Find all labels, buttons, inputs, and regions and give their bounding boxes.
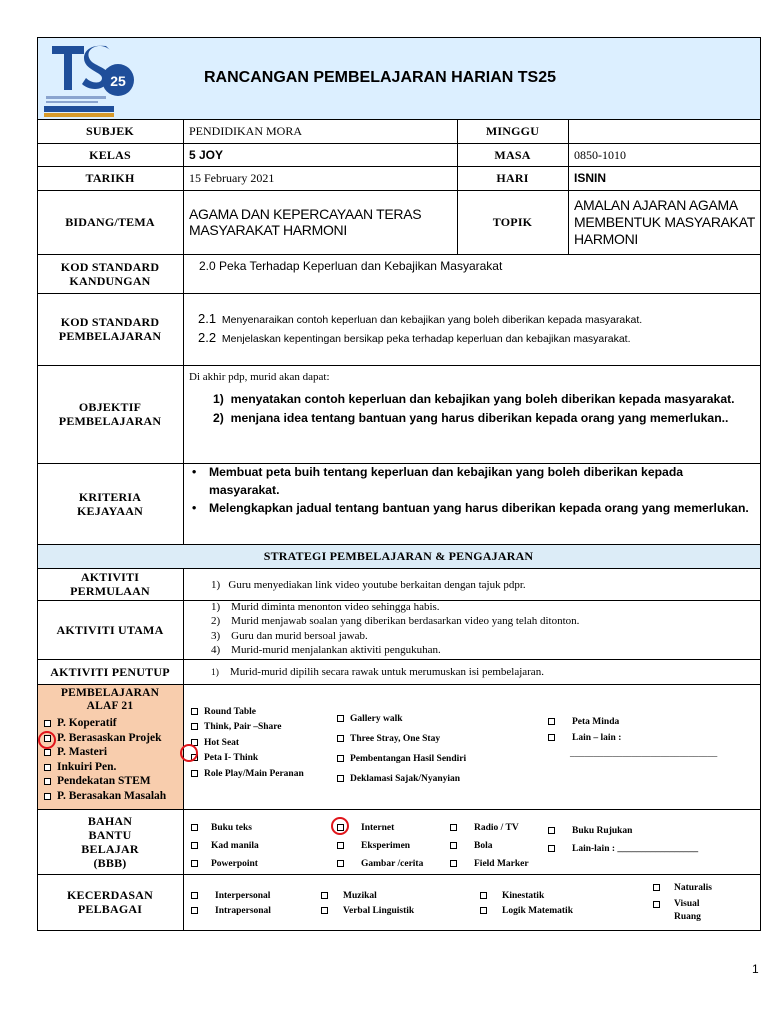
objektif-intro: Di akhir pdp, murid akan dapat: xyxy=(189,371,330,383)
checkbox-icon[interactable] xyxy=(321,892,328,899)
aktiviti-permulaan-label: AKTIVITI PERMULAAN xyxy=(70,570,150,598)
alaf-option[interactable] xyxy=(191,736,304,751)
checkbox-icon[interactable] xyxy=(337,735,344,742)
step-text: Murid menjawab soalan yang diberikan berdasarkan video yang telah ditonton. xyxy=(231,615,580,628)
alaf-option[interactable] xyxy=(191,705,304,720)
bbb-option-label: Kad manila xyxy=(211,841,259,851)
bbb-option[interactable] xyxy=(548,840,698,858)
alaf-option[interactable] xyxy=(191,720,304,735)
alaf-option[interactable] xyxy=(337,729,466,749)
checkbox-icon[interactable] xyxy=(337,715,344,722)
alaf-option-label: P. Masteri xyxy=(57,746,108,758)
subjek-label: SUBJEK xyxy=(86,124,134,138)
alaf-option[interactable] xyxy=(44,760,166,775)
step-num: 1) xyxy=(211,579,221,591)
alaf-option-label: Deklamasi Sajak/Nyanyian xyxy=(350,774,461,784)
kecerdasan-col4 xyxy=(653,882,714,924)
step-num: 1) xyxy=(211,601,221,613)
bbb-option-label: Eksperimen xyxy=(361,841,411,851)
checkbox-icon[interactable] xyxy=(337,860,344,867)
bbb-option[interactable] xyxy=(337,855,423,873)
kelas-label: KELAS xyxy=(89,147,131,162)
checkbox-icon[interactable] xyxy=(191,842,198,849)
objektif-item xyxy=(213,390,735,409)
bbb-option-label: Lain-lain : _________________ xyxy=(572,844,699,854)
step-text: Guru dan murid bersoal jawab. xyxy=(231,629,368,642)
alaf-option[interactable] xyxy=(337,769,466,789)
step-text: Murid diminta menonton video sehingga habis. xyxy=(231,601,440,613)
kecerdasan-option[interactable] xyxy=(321,904,414,919)
objektif-label: OBJEKTIF PEMBELAJARAN xyxy=(58,400,162,428)
alaf-option-label: Round Table xyxy=(204,707,257,717)
bbb-option[interactable] xyxy=(450,819,529,837)
alaf-option[interactable] xyxy=(44,745,166,760)
subjek-value: PENDIDIKAN MORA xyxy=(189,124,302,138)
objektif-item xyxy=(213,409,735,428)
kecerdasan-option-label: Verbal Linguistik xyxy=(343,906,415,916)
alaf-option[interactable] xyxy=(44,716,166,731)
masa-value: 0850-1010 xyxy=(574,147,626,162)
bidang-value: AGAMA DAN KEPERCAYAAN TERAS MASYARAKAT HARMONI xyxy=(189,206,422,238)
checkbox-icon[interactable] xyxy=(450,824,457,831)
checkbox-icon[interactable] xyxy=(44,778,51,785)
bbb-option-label: Radio / TV xyxy=(474,823,519,833)
kecerdasan-col1 xyxy=(191,889,271,919)
kod-item xyxy=(198,329,642,348)
svg-text:25: 25 xyxy=(110,73,126,89)
checkbox-icon[interactable] xyxy=(44,764,51,771)
alaf-option-label: Peta Minda xyxy=(572,717,620,727)
alaf-option[interactable] xyxy=(191,751,304,766)
alaf21-left-options xyxy=(44,716,166,803)
step-num: 2) xyxy=(211,615,221,628)
masa-label: MASA xyxy=(494,147,531,162)
bbb-col3 xyxy=(450,819,529,873)
kod-pembelajaran-label: KOD STANDARD PEMBELAJARAN xyxy=(58,315,162,343)
step-item xyxy=(211,614,579,628)
checkbox-icon[interactable] xyxy=(191,907,198,914)
kod-num: 2.1 xyxy=(198,311,217,326)
aktiviti-utama-label: AKTIVITI UTAMA xyxy=(56,622,164,637)
checkbox-icon[interactable] xyxy=(191,892,198,899)
alaf-option[interactable] xyxy=(44,731,166,746)
bbb-option[interactable] xyxy=(337,837,423,855)
minggu-label: MINGGU xyxy=(485,124,540,138)
bbb-option[interactable] xyxy=(191,855,259,873)
kod-pembelajaran-list xyxy=(198,310,642,348)
objektif-text: menjana idea tentang bantuan yang harus diberikan kepada orang yang memerlukan.. xyxy=(230,411,729,425)
step-text: Murid-murid menjalankan aktiviti pengukuhan. xyxy=(231,644,441,657)
checkbox-icon[interactable] xyxy=(44,720,51,727)
kecerdasan-option[interactable] xyxy=(191,889,271,904)
alaf-option[interactable] xyxy=(337,709,466,729)
bbb-col2 xyxy=(337,819,423,873)
alaf-option[interactable] xyxy=(548,730,717,746)
checkbox-icon[interactable] xyxy=(450,860,457,867)
bbb-option[interactable] xyxy=(548,822,698,840)
checkbox-icon[interactable] xyxy=(480,907,487,914)
checkbox-icon[interactable] xyxy=(191,708,198,715)
kecerdasan-option[interactable] xyxy=(480,889,573,904)
checkbox-icon[interactable] xyxy=(191,824,198,831)
tarikh-label: TARIKH xyxy=(85,171,135,185)
step-text: Murid-murid dipilih secara rawak untuk merumuskan isi pembelajaran. xyxy=(229,666,544,678)
alaf-option[interactable] xyxy=(337,749,466,769)
alaf-option[interactable] xyxy=(44,789,166,804)
alaf-option[interactable] xyxy=(44,774,166,789)
alaf21-col1 xyxy=(191,705,304,782)
checkbox-icon[interactable] xyxy=(337,842,344,849)
alaf-option-label: Three Stray, One Stay xyxy=(350,734,441,744)
step-num: 4) xyxy=(211,644,221,657)
alaf-option-label: Pendekatan STEM xyxy=(57,775,151,787)
bbb-option[interactable] xyxy=(337,819,423,837)
alaf-option-label: Think, Pair –Share xyxy=(204,722,282,733)
kriteria-text: Membuat peta buih tentang keperluan dan kebajikan yang boleh diberikan kepada masyarakat. xyxy=(209,465,684,497)
bbb-col1 xyxy=(191,819,259,873)
kecerdasan-option-label: Interpersonal xyxy=(215,891,271,901)
checkbox-icon[interactable] xyxy=(653,884,660,891)
checkbox-icon[interactable] xyxy=(548,718,555,725)
checkbox-icon[interactable] xyxy=(337,775,344,782)
kecerdasan-option[interactable] xyxy=(480,904,573,919)
bbb-option[interactable] xyxy=(450,855,529,873)
kod-kandungan-value: 2.0 Peka Terhadap Keperluan dan Kebajikan Masyarakat xyxy=(199,259,503,273)
page-number: 1 xyxy=(752,962,759,976)
hari-label: HARI xyxy=(496,171,529,185)
checkbox-icon[interactable] xyxy=(191,770,198,777)
bbb-option[interactable] xyxy=(191,837,259,855)
step-item xyxy=(211,629,579,643)
ts25-logo xyxy=(44,40,144,118)
checkbox-icon[interactable] xyxy=(44,749,51,756)
alaf-option-label: P. Berasaskan Projek xyxy=(57,731,162,744)
bbb-col4 xyxy=(548,822,698,858)
objektif-list xyxy=(213,390,735,428)
kriteria-item xyxy=(192,499,756,517)
alaf-option-label: Pembentangan Hasil Sendiri xyxy=(350,754,467,764)
kecerdasan-option-label: Visual Ruang xyxy=(674,899,701,922)
checkbox-icon[interactable] xyxy=(548,734,555,741)
bbb-option-label: Gambar /cerita xyxy=(361,859,424,869)
bbb-option-label: Buku teks xyxy=(211,823,252,833)
minggu-value xyxy=(568,119,760,143)
kecerdasan-option[interactable] xyxy=(653,898,714,924)
checkbox-icon[interactable] xyxy=(44,793,51,800)
alaf-option[interactable] xyxy=(191,767,304,782)
kecerdasan-option-label: Logik Matematik xyxy=(502,906,573,916)
bidang-label: BIDANG/TEMA xyxy=(65,215,155,229)
step-num: 3) xyxy=(211,629,221,642)
selected-mark-icon xyxy=(331,817,349,835)
kod-text: Menjelaskan kepentingan bersikap peka terhadap keperluan dan kebajikan masyarakat. xyxy=(221,333,631,345)
kelas-value: 5 JOY xyxy=(189,147,224,162)
bbb-option-label: Bola xyxy=(474,841,493,851)
checkbox-icon[interactable] xyxy=(480,892,487,899)
kecerdasan-label: KECERDASAN PELBAGAI xyxy=(67,888,154,916)
checkbox-icon[interactable] xyxy=(191,860,198,867)
kod-kandungan-label: KOD STANDARD KANDUNGAN xyxy=(60,259,160,288)
alaf-option[interactable] xyxy=(548,714,717,730)
alaf-option-label: Inkuiri Pen. xyxy=(57,760,117,773)
alaf21-col2 xyxy=(337,709,466,789)
checkbox-icon[interactable] xyxy=(450,842,457,849)
topik-value: AMALAN AJARAN AGAMA MEMBENTUK MASYARAKAT HARMONI xyxy=(574,196,755,247)
aktiviti-penutup-label: AKTIVITI PENUTUP xyxy=(50,664,170,679)
selected-mark-icon xyxy=(38,731,56,749)
checkbox-icon[interactable] xyxy=(321,907,328,914)
kecerdasan-option-label: Intrapersonal xyxy=(215,906,271,916)
step-num: 1) xyxy=(211,668,219,678)
step-text: Guru menyediakan link video youtube berkaitan dengan tajuk pdpr. xyxy=(228,579,526,591)
selected-mark-icon xyxy=(180,744,198,762)
kecerdasan-col2 xyxy=(321,889,414,919)
alaf21-col3 xyxy=(548,714,717,762)
alaf-option-label: Gallery walk xyxy=(350,714,403,724)
kecerdasan-option[interactable] xyxy=(191,904,271,919)
tarikh-value: 15 February 2021 xyxy=(189,171,275,185)
alaf-blank-line: _______________________________ xyxy=(570,749,718,759)
kecerdasan-option[interactable] xyxy=(321,889,414,904)
strategi-header: STRATEGI PEMBELAJARAN & PENGAJARAN xyxy=(263,549,534,563)
kecerdasan-col3 xyxy=(480,889,573,919)
bbb-option-label: Buku Rujukan xyxy=(572,826,633,836)
checkbox-icon[interactable] xyxy=(337,755,344,762)
bbb-option[interactable] xyxy=(191,819,259,837)
checkbox-icon[interactable] xyxy=(548,827,555,834)
kecerdasan-option-label: Kinestatik xyxy=(502,891,545,901)
alaf-option-label: P. Berasakan Masalah xyxy=(57,789,167,802)
bbb-label: BAHAN BANTU BELAJAR (BBB) xyxy=(81,813,139,870)
objektif-num: 2) xyxy=(213,411,224,425)
kecerdasan-option-label: Naturalis xyxy=(674,883,712,893)
alaf-option-label: Role Play/Main Peranan xyxy=(204,768,304,779)
hari-value: ISNIN xyxy=(574,171,607,185)
kecerdasan-option-label: Muzikal xyxy=(343,891,377,901)
kriteria-text: Melengkapkan jadual tentang bantuan yang harus diberikan kepada orang yang memerlukan. xyxy=(209,501,749,515)
alaf21-label: PEMBELAJARAN ALAF 21 xyxy=(60,687,160,712)
objektif-text: menyatakan contoh keperluan dan kebajikan yang boleh diberikan kepada masyarakat. xyxy=(230,392,735,406)
checkbox-icon[interactable] xyxy=(653,901,660,908)
bbb-option-label: Field Marker xyxy=(474,859,529,869)
aktiviti-permulaan-list xyxy=(211,578,526,592)
topik-label: TOPIK xyxy=(492,215,533,229)
kriteria-item xyxy=(192,463,756,499)
alaf-option-label: Lain – lain : xyxy=(572,733,622,743)
bullet-icon: • xyxy=(192,465,197,479)
checkbox-icon[interactable] xyxy=(191,723,198,730)
alaf-option-label: Peta I- Think xyxy=(204,753,259,764)
kriteria-list xyxy=(192,463,756,517)
bbb-option-label: Powerpoint xyxy=(211,859,258,869)
step-item xyxy=(211,600,579,614)
bbb-option[interactable] xyxy=(450,837,529,855)
bbb-option-label: Internet xyxy=(361,823,395,833)
bullet-icon: • xyxy=(192,501,197,515)
kod-num: 2.2 xyxy=(198,330,217,345)
kod-text: Menyenaraikan contoh keperluan dan kebajikan yang boleh diberikan kepada masyarakat. xyxy=(221,314,643,326)
alaf-option-label: P. Koperatif xyxy=(57,717,117,729)
alaf-option-label: Hot Seat xyxy=(204,737,240,748)
aktiviti-utama-list xyxy=(211,600,579,658)
kriteria-label: KRITERIA KEJAYAAN xyxy=(76,489,144,518)
kecerdasan-option[interactable] xyxy=(653,882,714,895)
aktiviti-penutup-list xyxy=(211,665,544,680)
page-title: RANCANGAN PEMBELAJARAN HARIAN TS25 xyxy=(203,69,557,86)
checkbox-icon[interactable] xyxy=(548,845,555,852)
step-item xyxy=(211,643,579,657)
objektif-num: 1) xyxy=(213,392,224,406)
kod-item xyxy=(198,310,642,329)
